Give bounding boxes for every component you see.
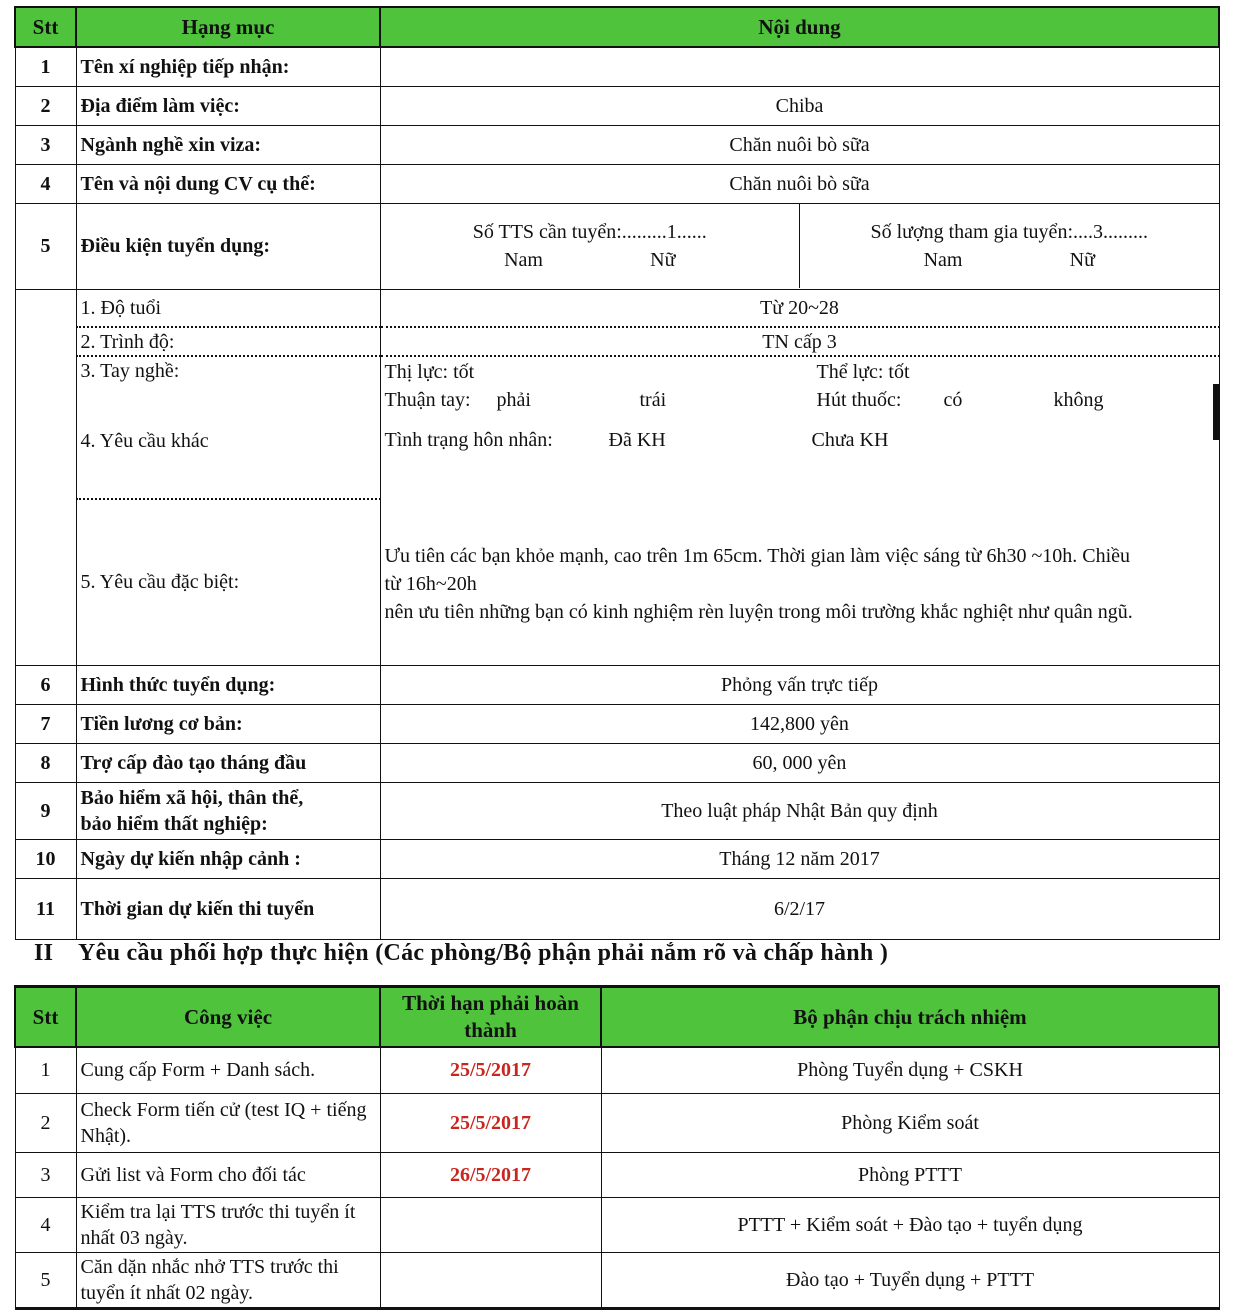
table-row: [15, 1094, 1219, 1153]
row-stt: 7: [15, 704, 76, 743]
table-row: [15, 1153, 1219, 1198]
header-deadline-line-2: thành: [464, 1017, 517, 1042]
age-label: 1. Độ tuổi: [76, 289, 380, 327]
row-stt: 2: [15, 86, 76, 125]
row-value: Phỏng vấn trực tiếp: [380, 665, 1219, 704]
table-row: [15, 1198, 1219, 1253]
sub-row-education: [15, 327, 1219, 356]
row-stt: 10: [15, 839, 76, 878]
row-stt: 3: [15, 125, 76, 164]
row-label: Địa điểm làm việc:: [76, 86, 380, 125]
male-label: Nam: [504, 249, 543, 271]
row-label: Tên và nội dung CV cụ thể:: [76, 164, 380, 203]
header-stt: Stt: [15, 7, 76, 47]
row-deadline: 25/5/2017: [380, 1047, 601, 1094]
table-row: [15, 704, 1219, 743]
row-task-line-2: nhất 03 ngày.: [80, 1227, 188, 1249]
row-label: Điều kiện tuyển dụng:: [76, 203, 380, 289]
row-label: Tiền lương cơ bản:: [76, 704, 380, 743]
row-value: 60, 000 yên: [380, 743, 1219, 782]
sub-row-age: [15, 289, 1219, 327]
row-stt: 1: [15, 1047, 76, 1094]
row-department: Phòng Kiểm soát: [601, 1094, 1219, 1153]
header-task: Công việc: [76, 987, 380, 1047]
row-deadline: [380, 1253, 601, 1309]
row-stt: 4: [15, 1198, 76, 1253]
row-value: [380, 47, 1219, 86]
row-task-line-1: Kiểm tra lại TTS trước thi tuyển ít: [80, 1201, 356, 1223]
special-line-2: từ 16h~20h: [384, 572, 477, 595]
table-row: [15, 203, 1219, 289]
education-label: 2. Trình độ:: [76, 327, 380, 356]
table-row: [15, 839, 1219, 878]
row-label-line-1: Bảo hiểm xã hội, thân thể,: [80, 786, 304, 809]
handedness-right: phải: [496, 389, 531, 411]
row-label: Ngày dự kiến nhập cảnh :: [76, 839, 380, 878]
skill-label: 3. Tay nghề:: [76, 356, 380, 384]
row-task-line-1: Check Form tiến cử (test IQ + tiếng: [80, 1099, 367, 1121]
section-title: Yêu cầu phối hợp thực hiện (Các phòng/Bộ phận phải nắm rõ và chấp hành ): [78, 940, 889, 966]
fitness-text: Thể lực: tốt: [816, 361, 910, 383]
row-label: [76, 782, 380, 839]
coordination-table: [14, 985, 1220, 1310]
row-stt: 3: [15, 1153, 76, 1198]
marital-single: Chưa KH: [811, 429, 889, 451]
candidates-count-text: Số lượng tham gia tuyển:....3.........: [870, 221, 1148, 243]
header-stt: Stt: [15, 987, 76, 1047]
row-value: 6/2/17: [380, 878, 1219, 939]
table-row: [15, 164, 1219, 203]
row-deadline: 26/5/2017: [380, 1153, 601, 1198]
table-row: [15, 125, 1219, 164]
table-row: [15, 86, 1219, 125]
row-task: [76, 1198, 380, 1253]
row-value: 142,800 yên: [380, 704, 1219, 743]
row-stt: 6: [15, 665, 76, 704]
other-requirements-cell: [380, 356, 1219, 499]
row-value: Chăn nuôi bò sữa: [380, 125, 1219, 164]
table-header: [15, 7, 1219, 47]
handedness-label: Thuận tay:: [384, 389, 471, 411]
row-task: Cung cấp Form + Danh sách.: [76, 1047, 380, 1094]
sub-row-special: [15, 499, 1219, 665]
smoking-no: không: [1053, 389, 1104, 411]
row-label: Trợ cấp đào tạo tháng đầu: [76, 743, 380, 782]
smoking-yes: có: [943, 389, 963, 411]
marital-label: Tình trạng hôn nhân:: [384, 429, 553, 451]
table-row: [15, 878, 1219, 939]
row-stt: 9: [15, 782, 76, 839]
other-label: 4. Yêu cầu khác: [76, 384, 380, 499]
age-value: Từ 20~28: [380, 289, 1219, 327]
candidates-count: [799, 204, 1219, 288]
header-department: Bộ phận chịu trách nhiệm: [601, 987, 1219, 1047]
special-line-1: Ưu tiên các bạn khỏe mạnh, cao trên 1m 65cm. Thời gian làm việc sáng từ 6h30 ~10h. Chiều: [384, 544, 1131, 567]
row-task: [76, 1253, 380, 1309]
table-row: [15, 743, 1219, 782]
row-label-line-2: bảo hiểm thất nghiệp:: [80, 812, 268, 835]
table-row: [15, 1253, 1219, 1309]
row-task: [76, 1094, 380, 1153]
female-label: Nữ: [650, 249, 676, 271]
row-value: Chăn nuôi bò sữa: [380, 164, 1219, 203]
female-label: Nữ: [1069, 249, 1095, 271]
row-label: Tên xí nghiệp tiếp nhận:: [76, 47, 380, 86]
table-row: [15, 1047, 1219, 1094]
row-label: Thời gian dự kiến thi tuyển: [76, 878, 380, 939]
margin-marker: [1213, 384, 1219, 440]
row-task-line-2: Nhật).: [80, 1125, 132, 1147]
row-task: Gửi list và Form cho đối tác: [76, 1153, 380, 1198]
trainees-needed: [381, 204, 800, 288]
row-stt: 5: [15, 203, 76, 289]
row-stt: 2: [15, 1094, 76, 1153]
row-stt: 5: [15, 1253, 76, 1309]
row-stt: 8: [15, 743, 76, 782]
row-task-line-2: tuyển ít nhất 02 ngày.: [80, 1282, 254, 1304]
male-label: Nam: [923, 249, 963, 271]
vision-text: Thị lực: tốt: [384, 361, 475, 383]
row-value: Theo luật pháp Nhật Bản quy định: [380, 782, 1219, 839]
trainees-needed-text: Số TTS cần tuyển:.........1......: [472, 221, 707, 243]
section-number: II: [34, 940, 54, 966]
row-stt: 1: [15, 47, 76, 86]
row-department: Đào tạo + Tuyển dụng + PTTT: [601, 1253, 1219, 1309]
handedness-left: trái: [639, 389, 667, 411]
row-task-line-1: Căn dặn nhắc nhở TTS trước thi: [80, 1256, 339, 1278]
row-department: Phòng Tuyển dụng + CSKH: [601, 1047, 1219, 1094]
table-row: [15, 782, 1219, 839]
row-department: PTTT + Kiểm soát + Đào tạo + tuyển dụng: [601, 1198, 1219, 1253]
conditions-cell: [380, 203, 1219, 289]
sub-row-skill: [15, 356, 1219, 384]
row-department: Phòng PTTT: [601, 1153, 1219, 1198]
row-stt: 4: [15, 164, 76, 203]
row-value: Chiba: [380, 86, 1219, 125]
special-label: 5. Yêu cầu đặc biệt:: [76, 499, 380, 665]
row-label: Hình thức tuyển dụng:: [76, 665, 380, 704]
row-value: Tháng 12 năm 2017: [380, 839, 1219, 878]
education-value: TN cấp 3: [380, 327, 1219, 356]
row-label: Ngành nghề xin viza:: [76, 125, 380, 164]
table-header: [15, 987, 1219, 1047]
row-deadline: [380, 1198, 601, 1253]
section-heading: [34, 940, 888, 967]
header-content: Nội dung: [380, 7, 1219, 47]
special-requirements: [380, 499, 1219, 665]
blank-stt: [15, 289, 76, 665]
marital-married: Đã KH: [608, 429, 666, 451]
table-row: [15, 665, 1219, 704]
table-row: [15, 47, 1219, 86]
header-deadline-line-1: Thời hạn phải hoàn: [402, 990, 579, 1015]
smoking-label: Hút thuốc:: [816, 389, 902, 411]
recruitment-info-table: [14, 6, 1220, 940]
header-category: Hạng mục: [76, 7, 380, 47]
special-line-3: nên ưu tiên những bạn có kinh nghiệm rèn luyện trong môi trường khắc nghiệt như quân ngũ.: [384, 600, 1133, 623]
header-deadline: [380, 987, 601, 1047]
row-deadline: 25/5/2017: [380, 1094, 601, 1153]
row-stt: 11: [15, 878, 76, 939]
